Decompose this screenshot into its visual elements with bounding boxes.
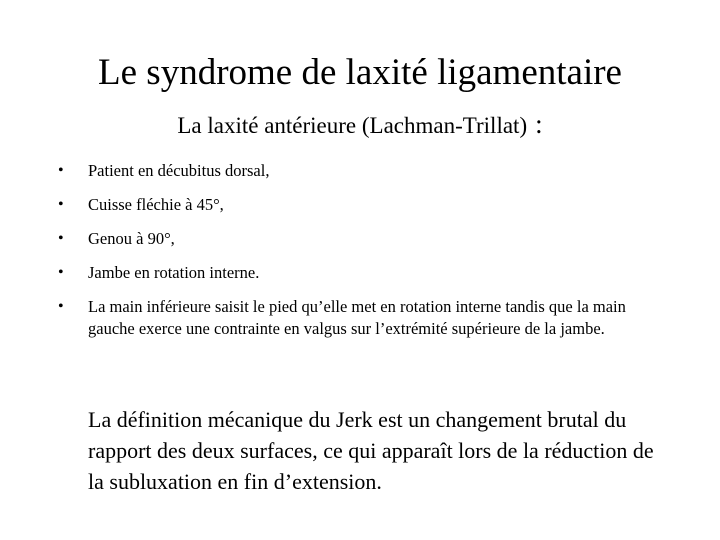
bullet-icon: • — [58, 196, 64, 213]
subtitle-text: La laxité antérieure (Lachman-Trillat) — [177, 113, 528, 138]
subtitle-colon: : — [535, 109, 543, 139]
bullet-icon: • — [58, 264, 64, 281]
bullet-item — [58, 228, 668, 250]
bullet-text: Cuisse fléchie à 45°, — [88, 195, 224, 214]
bullet-item — [58, 262, 668, 284]
slide-subtitle — [0, 108, 720, 142]
bullet-icon: • — [58, 162, 64, 179]
bullet-icon: • — [58, 230, 64, 247]
bullet-text: Jambe en rotation interne. — [88, 263, 260, 282]
bullet-text: La main inférieure saisit le pied qu’elle met en rotation interne tandis que la main gauche exerce une contrainte en valgus sur l’extrémité supérieure de la jambe. — [88, 297, 626, 338]
bullet-item — [58, 296, 668, 340]
bullet-text: Genou à 90°, — [88, 229, 175, 248]
definition-paragraph: La définition mécanique du Jerk est un changement brutal du rapport des deux surfaces, ce qui apparaît lors de la réduction de la subluxation en fin d’extension. — [88, 407, 654, 494]
bullet-text: Patient en décubitus dorsal, — [88, 161, 270, 180]
bullet-list — [58, 160, 668, 352]
bullet-item — [58, 194, 668, 216]
bullet-icon: • — [58, 298, 64, 315]
slide-title: Le syndrome de laxité ligamentaire — [98, 52, 622, 93]
bullet-item — [58, 160, 668, 182]
